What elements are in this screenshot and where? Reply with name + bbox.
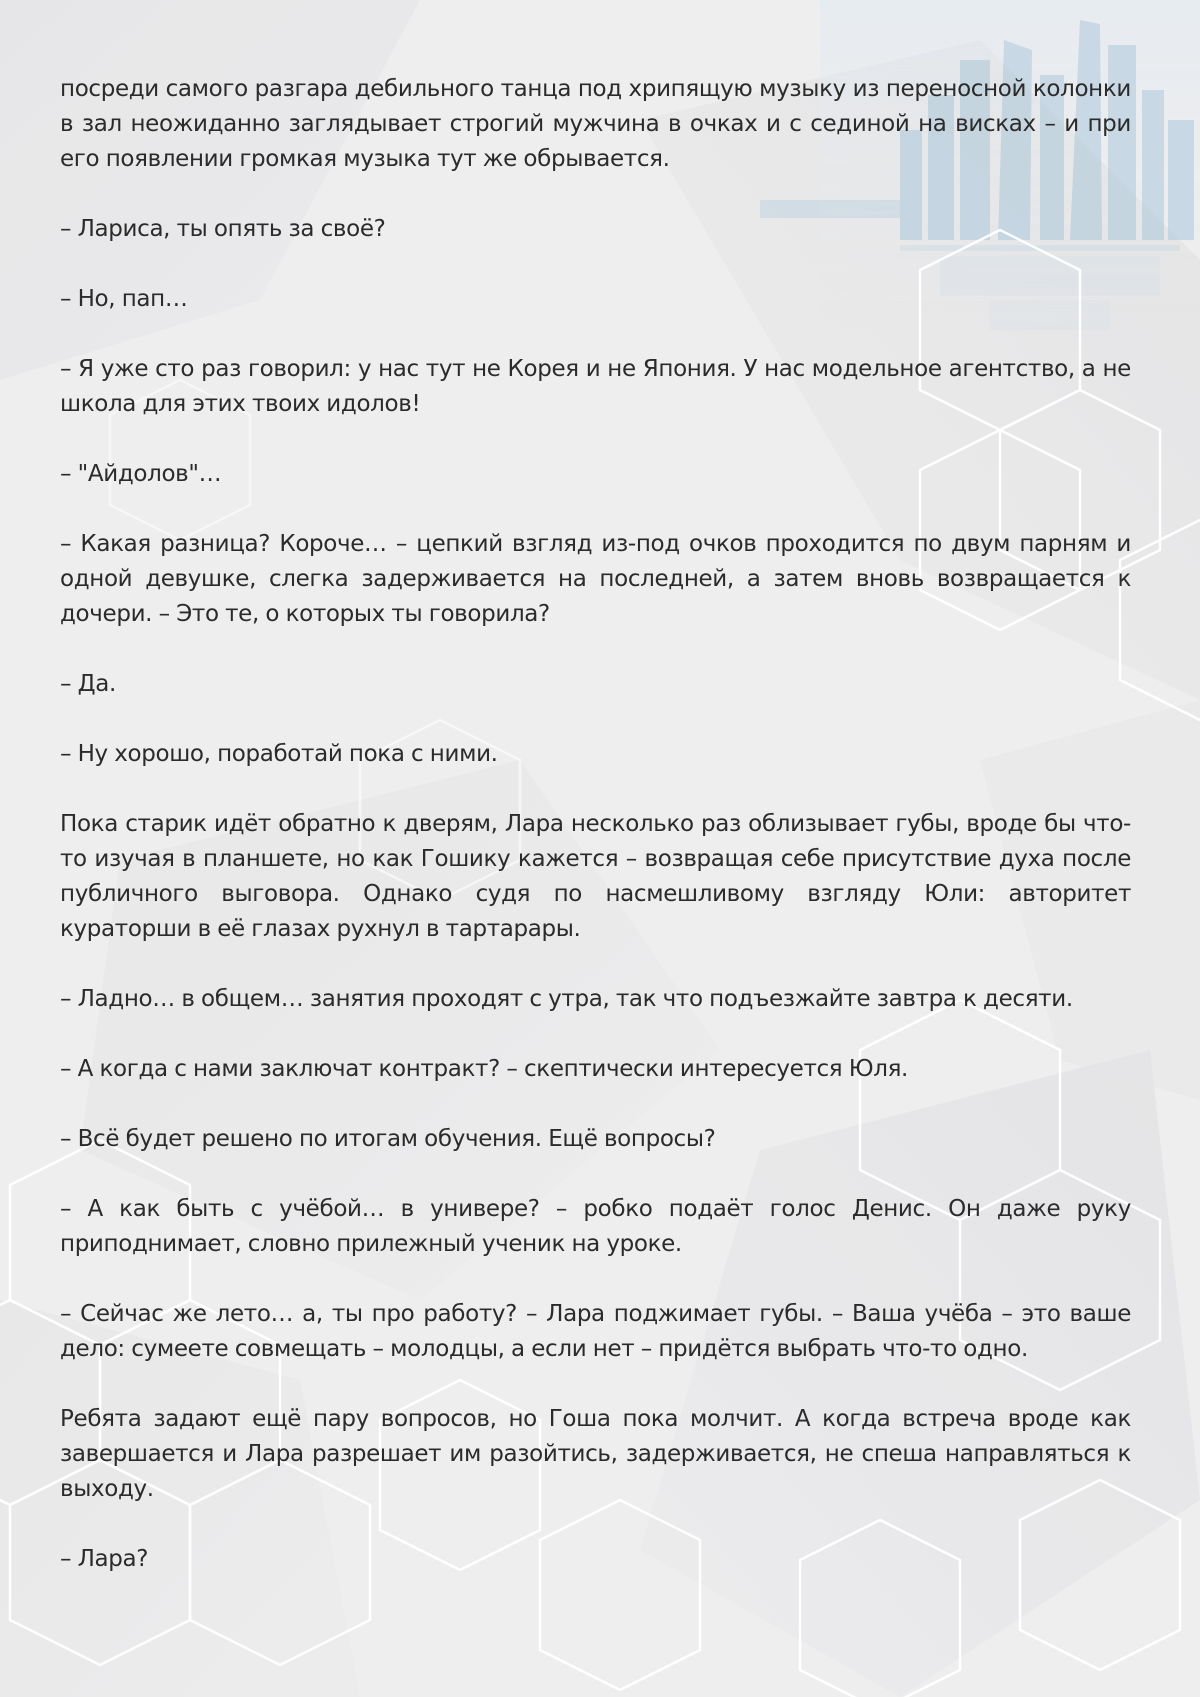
dialogue-line: – Да. bbox=[60, 671, 116, 697]
dialogue-line: – А когда с нами заключат контракт? – скептически интересуется Юля. bbox=[60, 1056, 909, 1082]
paragraph: посреди самого разгара дебильного танца под хрипящую музыку из переносной колонки в зал неожиданно заглядывает строгий мужчина в очках и с сединой на висках – и при его появлении громкая музыка тут же обрывается. bbox=[60, 76, 1131, 172]
dialogue-line: – Но, пап… bbox=[60, 286, 188, 312]
dialogue-line: – Я уже сто раз говорил: у нас тут не Корея и не Япония. У нас модельное агентство, а не школа для этих твоих идолов! bbox=[60, 356, 1131, 417]
dialogue-line: – Какая разница? Короче… – цепкий взгляд из-под очков проходится по двум парням и одной девушке, слегка задерживается на последней, а затем вновь возвращается к дочери. – Это те, о которых ты говорила? bbox=[60, 531, 1131, 627]
paragraph: Ребята задают ещё пару вопросов, но Гоша пока молчит. А когда встреча вроде как завершается и Лара разрешает им разойтись, задерживается, не спеша направляться к выходу. bbox=[60, 1406, 1131, 1502]
dialogue-line: – Ну хорошо, поработай пока с ними. bbox=[60, 741, 498, 767]
paragraph: Пока старик идёт обратно к дверям, Лара несколько раз облизывает губы, вроде бы что-то изучая в планшете, но как Гошику кажется – возвращая себе присутствие духа после публичного выговора. Однако судя по насмешливому взгляду Юли: авторитет кураторши в её глазах рухнул в тартарары. bbox=[60, 811, 1131, 942]
document-body bbox=[60, 72, 1131, 1577]
dialogue-line: – Сейчас же лето… а, ты про работу? – Лара поджимает губы. – Ваша учёба – это ваше дело: сумеете совмещать – молодцы, а если нет – придётся выбрать что-то одно. bbox=[60, 1301, 1131, 1362]
dialogue-line: – Лара? bbox=[60, 1546, 149, 1572]
dialogue-line: – Ладно… в общем… занятия проходят с утра, так что подъезжайте завтра к десяти. bbox=[60, 986, 1073, 1012]
dialogue-line: – Всё будет решено по итогам обучения. Ещё вопросы? bbox=[60, 1126, 716, 1152]
dialogue-line: – А как быть с учёбой… в универе? – робко подаёт голос Денис. Он даже руку приподнимает, словно прилежный ученик на уроке. bbox=[60, 1196, 1131, 1257]
dialogue-line: – "Айдолов"… bbox=[60, 461, 222, 487]
dialogue-line: – Лариса, ты опять за своё? bbox=[60, 216, 386, 242]
